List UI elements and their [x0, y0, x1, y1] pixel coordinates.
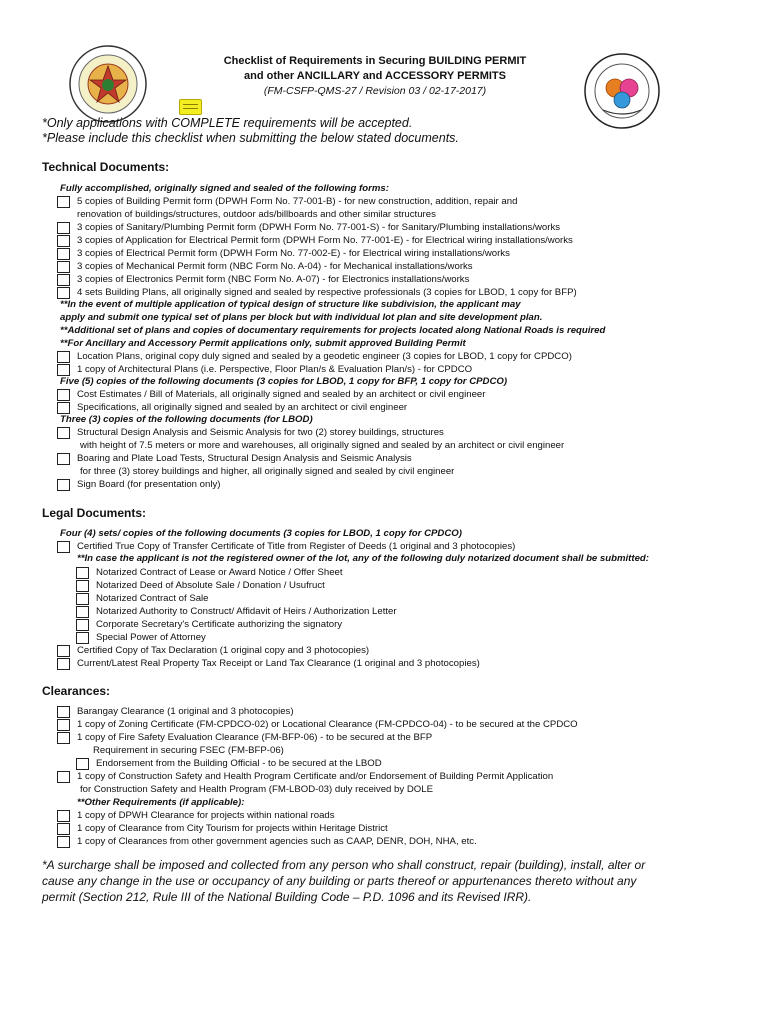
checkbox[interactable]: [57, 706, 70, 718]
surcharge-line-3: permit (Section 212, Rule III of the National Building Code – P.D. 1096 and its Revised IRR).: [42, 890, 532, 904]
technical-item-electrical-application: 3 copies of Application for Electrical Permit form (DPWH Form No. 77-001-E) - for Electrical wiring installations/works: [77, 235, 573, 246]
technical-note-multiple: **In the event of multiple application of typical design of structure like subdivision, the applicant may: [60, 299, 521, 310]
surcharge-line-2: cause any change in the use or occupancy of any building or parts thereof or appurtenances thereto without any: [42, 874, 637, 888]
checkbox[interactable]: [57, 732, 70, 744]
surcharge-line-1: *A surcharge shall be imposed and collected from any person who shall construct, repair (building), install, alter or: [42, 858, 646, 872]
technical-item-building-permit-cont: renovation of buildings/structures, outdoor ads/billboards and other similar structures: [77, 209, 436, 220]
technical-note-multiple-cont: apply and submit one typical set of plans per block but with individual lot plan and site development plan.: [60, 312, 543, 323]
technical-note-ancillary: **For Ancillary and Accessory Permit applications only, submit approved Building Permit: [60, 338, 466, 349]
checkbox[interactable]: [57, 810, 70, 822]
technical-item-location-plans: Location Plans, original copy duly signed and sealed by a geodetic engineer (3 copies for LBOD, 1 copy for CPDCO): [77, 351, 572, 362]
section-clearances: Clearances:: [42, 684, 111, 698]
technical-item-structural-two-storey-cont: with height of 7.5 meters or more and warehouses, all originally signed and sealed by an architect or civil engineer: [80, 440, 565, 451]
title-line-1: Checklist of Requirements in Securing BUILDING PERMIT: [223, 55, 527, 67]
technical-item-specifications: Specifications, all originally signed and sealed by an architect or civil engineer: [77, 402, 408, 413]
notice-include-checklist: *Please include this checklist when submitting the below stated documents.: [42, 131, 459, 145]
checkbox[interactable]: [57, 541, 70, 553]
checkbox[interactable]: [57, 196, 70, 208]
clearance-item-dpwh: 1 copy of DPWH Clearance for projects within national roads: [77, 810, 335, 821]
technical-item-structural-two-storey: Structural Design Analysis and Seismic Analysis for two (2) storey buildings, structures: [77, 427, 444, 438]
checkbox[interactable]: [57, 222, 70, 234]
technical-item-boaring-tests-cont: for three (3) storey buildings and higher, all originally signed and sealed by civil engineer: [80, 466, 455, 477]
legal-item-spa: Special Power of Attorney: [96, 632, 206, 643]
checkbox[interactable]: [57, 248, 70, 260]
checkbox[interactable]: [76, 632, 89, 644]
clearance-item-safety-program: 1 copy of Construction Safety and Health Program Certificate and/or Endorsement of Building Permit Application: [77, 771, 554, 782]
legal-item-tct: Certified True Copy of Transfer Certificate of Title from Register of Deeds (1 original and 3 photocopies): [77, 541, 516, 552]
checkbox[interactable]: [57, 235, 70, 247]
clearance-item-safety-program-cont: for Construction Safety and Health Program (FM-LBOD-03) duly received by DOLE: [80, 784, 433, 795]
technical-item-mechanical: 3 copies of Mechanical Permit form (NBC Form No. A-04) - for Mechanical installations/works: [77, 261, 473, 272]
checkbox[interactable]: [57, 658, 70, 670]
technical-three-copies: Three (3) copies of the following documents (for LBOD): [60, 414, 313, 425]
checkbox[interactable]: [76, 580, 89, 592]
section-technical: Technical Documents:: [42, 160, 170, 174]
checkbox[interactable]: [57, 453, 70, 465]
checkbox[interactable]: [57, 719, 70, 731]
legal-item-deed-of-sale: Notarized Deed of Absolute Sale / Donation / Usufruct: [96, 580, 325, 591]
technical-item-sanitary: 3 copies of Sanitary/Plumbing Permit form (DPWH Form No. 77-001-S) - for Sanitary/Plumbing installations/works: [77, 222, 561, 233]
checkbox[interactable]: [76, 619, 89, 631]
clearance-item-barangay: Barangay Clearance (1 original and 3 photocopies): [77, 706, 294, 717]
legal-note-not-owner: **In case the applicant is not the registered owner of the lot, any of the following duly notarized document shall be submitted:: [77, 553, 649, 564]
surcharge-notice: [42, 857, 732, 905]
checkbox[interactable]: [57, 823, 70, 835]
legal-item-contract-of-sale: Notarized Contract of Sale: [96, 593, 209, 604]
checkbox[interactable]: [57, 261, 70, 273]
form-code: (FM-CSFP-QMS-27 / Revision 03 / 02-17-2017): [263, 85, 487, 97]
clearance-item-other-agencies: 1 copy of Clearances from other government agencies such as CAAP, DENR, DOH, NHA, etc.: [77, 836, 477, 847]
technical-intro: Fully accomplished, originally signed and sealed of the following forms:: [60, 183, 389, 194]
checkbox[interactable]: [76, 758, 89, 770]
technical-item-architectural-plans: 1 copy of Architectural Plans (i.e. Perspective, Floor Plan/s & Evaluation Plan/s) - for CPDCO: [77, 364, 473, 375]
section-legal: Legal Documents:: [42, 506, 147, 520]
technical-five-copies: Five (5) copies of the following documents (3 copies for LBOD, 1 copy for BFP, 1 copy for CPDCO): [60, 376, 508, 387]
title-line-2: and other ANCILLARY and ACCESSORY PERMITS: [244, 70, 506, 82]
sticky-note-icon[interactable]: [179, 99, 202, 115]
checkbox[interactable]: [76, 567, 89, 579]
clearance-item-endorsement: Endorsement from the Building Official - to be secured at the LBOD: [96, 758, 382, 769]
technical-item-electrical-permit: 3 copies of Electrical Permit form (DPWH Form No. 77-002-E) - for Electrical wiring installations/works: [77, 248, 510, 259]
checkbox[interactable]: [57, 351, 70, 363]
technical-item-sign-board: Sign Board (for presentation only): [77, 479, 221, 490]
clearance-item-fire-safety: 1 copy of Fire Safety Evaluation Clearance (FM-BFP-06) - to be secured at the BFP: [77, 732, 433, 743]
legal-item-tax-declaration: Certified Copy of Tax Declaration (1 original copy and 3 photocopies): [77, 645, 370, 656]
checkbox[interactable]: [57, 274, 70, 286]
clearance-other-requirements: **Other Requirements (if applicable):: [77, 797, 245, 808]
technical-item-building-plans: 4 sets Building Plans, all originally signed and sealed by respective professionals (3 copies for LBOD, 1 copy for BFP): [77, 287, 577, 298]
checkbox[interactable]: [57, 645, 70, 657]
checkbox[interactable]: [76, 606, 89, 618]
clearance-item-zoning: 1 copy of Zoning Certificate (FM-CPDCO-02) or Locational Clearance (FM-CPDCO-04) - to be secured at the CPDCO: [77, 719, 578, 730]
notice-complete: *Only applications with COMPLETE requirements will be accepted.: [42, 116, 413, 130]
clearance-item-fsec-requirement: Requirement in securing FSEC (FM-BFP-06): [93, 745, 284, 756]
checkbox[interactable]: [57, 836, 70, 848]
checkbox[interactable]: [57, 771, 70, 783]
legal-item-secretary-cert: Corporate Secretary's Certificate authorizing the signatory: [96, 619, 343, 630]
checkbox[interactable]: [57, 479, 70, 491]
clearance-item-tourism: 1 copy of Clearance from City Tourism for projects within Heritage District: [77, 823, 388, 834]
technical-item-cost-estimates: Cost Estimates / Bill of Materials, all originally signed and sealed by an architect or civil engineer: [77, 389, 486, 400]
checkbox[interactable]: [76, 593, 89, 605]
technical-item-electronics: 3 copies of Electronics Permit form (NBC Form No. A-07) - for Electronics installations/works: [77, 274, 470, 285]
technical-item-building-permit: 5 copies of Building Permit form (DPWH Form No. 77-001-B) - for new construction, addition, repair and: [77, 196, 518, 207]
legal-item-authority: Notarized Authority to Construct/ Affidavit of Heirs / Authorization Letter: [96, 606, 397, 617]
technical-item-boaring-tests: Boaring and Plate Load Tests, Structural Design Analysis and Seismic Analysis: [77, 453, 412, 464]
technical-note-national-roads: **Additional set of plans and copies of documentary requirements for projects located along National Roads is required: [60, 325, 606, 336]
legal-item-tax-receipt: Current/Latest Real Property Tax Receipt or Land Tax Clearance (1 original and 3 photocopies): [77, 658, 480, 669]
city-seal-logo: [68, 44, 148, 124]
checkbox[interactable]: [57, 389, 70, 401]
document-title: [140, 54, 610, 99]
legal-item-lease: Notarized Contract of Lease or Award Notice / Offer Sheet: [96, 567, 343, 578]
checkbox[interactable]: [57, 427, 70, 439]
legal-intro: Four (4) sets/ copies of the following documents (3 copies for LBOD, 1 copy for CPDCO): [60, 528, 462, 539]
